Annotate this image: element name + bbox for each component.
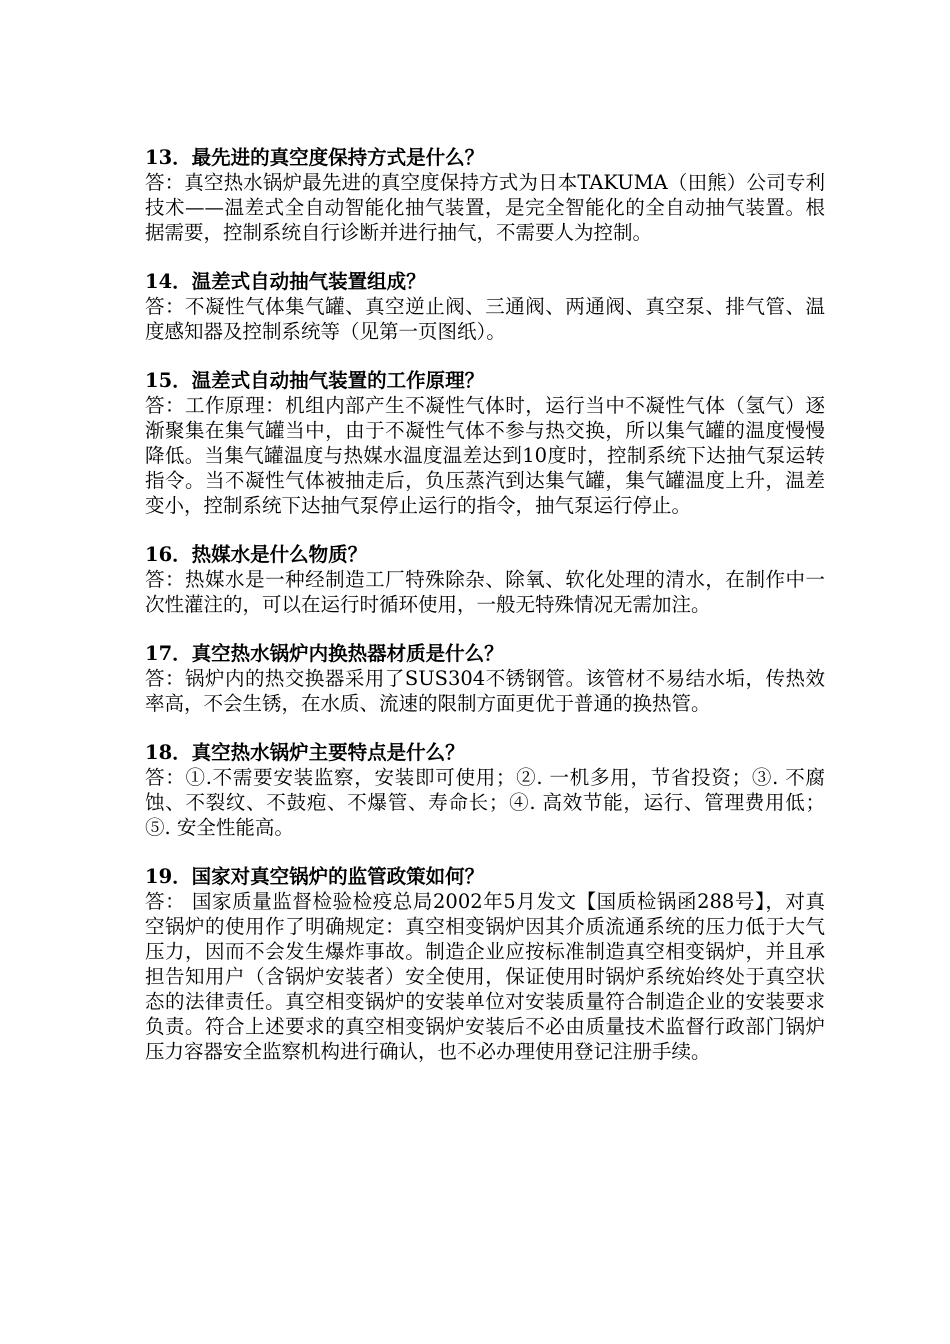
question-heading: 18．真空热水锅炉主要特点是什么？ <box>145 741 465 764</box>
answer-text: 答：工作原理：机组内部产生不凝性气体时，运行当中不凝性气体（氢气）逐渐聚集在集气罐当中，由于不凝性气体不参与热交换，所以集气罐的温度慢慢降低。当集气罐温度与热媒水温度温差达到10度时，控制系统下达抽气泵运转指令。当不凝性气体被抽走后，负压蒸汽到达集气罐，集气罐温度上升，温差变小，控制系统下达抽气泵停止运行的指令，抽气泵运行停止。 <box>145 394 825 517</box>
qa-item-19 <box>145 864 825 1064</box>
question-heading: 13．最先进的真空度保持方式是什么？ <box>145 146 485 169</box>
qa-item-18 <box>145 740 825 840</box>
question-heading: 16．热媒水是什么物质？ <box>145 543 368 566</box>
qa-item-13 <box>145 145 825 245</box>
answer-text: 答：真空热水锅炉最先进的真空度保持方式为日本TAKUMA（田熊）公司专利技术——温差式全自动智能化抽气装置，是完全智能化的全自动抽气装置。根据需要，控制系统自行诊断并进行抽气，不需要人为控制。 <box>145 171 825 244</box>
answer-text: 答： 国家质量监督检验检疫总局2002年5月发文【国质检锅函288号】，对真空锅炉的使用作了明确规定：真空相变锅炉因其介质流通系统的压力低于大气压力，因而不会发生爆炸事故。制造企业应按标准制造真空相变锅炉，并且承担告知用户（含锅炉安装者）安全使用，保证使用时锅炉系统始终处于真空状态的法律责任。真空相变锅炉的安装单位对安装质量符合制造企业的安装要求负责。符合上述要求的真空相变锅炉安装后不必由质量技术监督行政部门锅炉压力容器安全监察机构进行确认，也不必办理使用登记注册手续。 <box>145 890 825 1063</box>
qa-item-16 <box>145 542 825 617</box>
answer-text: 答：不凝性气体集气罐、真空逆止阀、三通阀、两通阀、真空泵、排气管、温度感知器及控制系统等（见第一页图纸）。 <box>145 295 825 343</box>
answer-text: 答：热媒水是一种经制造工厂特殊除杂、除氧、软化处理的清水，在制作中一次性灌注的，可以在运行时循环使用，一般无特殊情况无需加注。 <box>145 568 825 616</box>
answer-text: 答：锅炉内的热交换器采用了SUS304不锈钢管。该管材不易结水垢，传热效率高，不会生锈，在水质、流速的限制方面更优于普通的换热管。 <box>145 667 825 715</box>
question-heading: 19．国家对真空锅炉的监管政策如何？ <box>145 865 485 888</box>
question-heading: 14．温差式自动抽气装置组成？ <box>145 270 426 293</box>
question-heading: 17．真空热水锅炉内换热器材质是什么？ <box>145 642 504 665</box>
document-page <box>145 145 825 1088</box>
qa-item-14 <box>145 269 825 344</box>
answer-text: 答：①.不需要安装监察，安装即可使用；②. 一机多用，节省投资；③. 不腐蚀、不裂纹、不鼓疱、不爆管、寿命长；④. 高效节能，运行、管理费用低； ⑤. 安全性能高。 <box>145 766 825 839</box>
qa-item-15 <box>145 368 825 518</box>
question-heading: 15．温差式自动抽气装置的工作原理？ <box>145 369 485 392</box>
qa-item-17 <box>145 641 825 716</box>
